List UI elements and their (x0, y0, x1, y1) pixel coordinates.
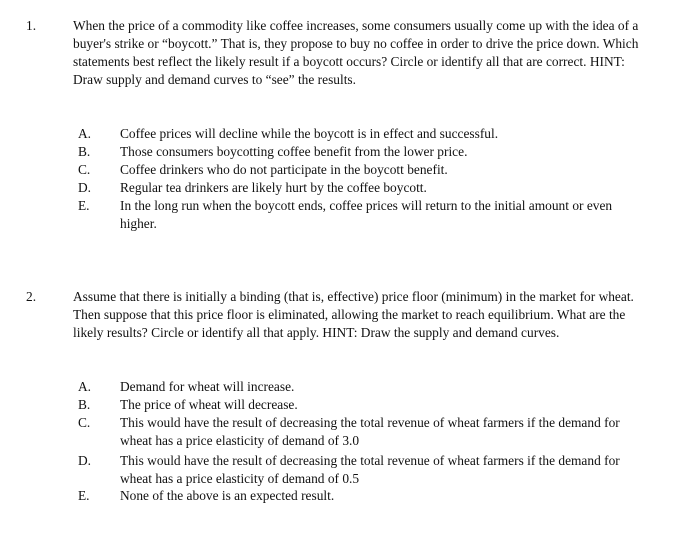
question-text: When the price of a commodity like coffee increases, some consumers usually come up with the idea of a buyer's strike or “boycott.” That is, they propose to buy no coffee in order to drive the price down. Which statements best reflect the likely result if a boycott occurs? Circle or identify all that are correct. HINT: Draw supply and demand curves to “see” the results. (73, 18, 639, 87)
question-text: Assume that there is initially a binding (that is, effective) price floor (minimum) in the market for wheat. Then suppose that this price floor is eliminated, allowing the market to reach equilibrium. What are the likely results? Circle or identify all that apply. HINT: Draw the supply and demand curves. (73, 289, 634, 340)
option-letter: C. (78, 415, 91, 430)
option-letter: A. (78, 126, 92, 141)
option-text: The price of wheat will decrease. (120, 397, 298, 412)
option-text: Coffee drinkers who do not participate in the boycott benefit. (120, 162, 448, 177)
option-text: This would have the result of decreasing the total revenue of wheat farmers if the demand for wheat has a price elasticity of demand of 0.5 (120, 453, 620, 486)
option-letter: E. (78, 488, 90, 503)
option-text: In the long run when the boycott ends, coffee prices will return to the initial amount or even higher. (120, 198, 613, 231)
option-text: Coffee prices will decline while the boycott is in effect and successful. (120, 126, 499, 141)
option-letter: D. (78, 180, 92, 195)
option-text: None of the above is an expected result. (120, 488, 335, 503)
option-letter: E. (78, 198, 90, 213)
question-number: 1. (26, 18, 37, 33)
option-text: Demand for wheat will increase. (120, 379, 295, 394)
question-number: 2. (26, 289, 37, 304)
option-text: This would have the result of decreasing the total revenue of wheat farmers if the demand for wheat has a price elasticity of demand of 3.0 (120, 415, 620, 448)
option-letter: B. (78, 397, 91, 412)
option-letter: A. (78, 379, 92, 394)
option-text: Regular tea drinkers are likely hurt by the coffee boycott. (120, 180, 427, 195)
option-letter: C. (78, 162, 91, 177)
option-letter: B. (78, 144, 91, 159)
option-letter: D. (78, 453, 92, 468)
option-text: Those consumers boycotting coffee benefit from the lower price. (120, 144, 468, 159)
